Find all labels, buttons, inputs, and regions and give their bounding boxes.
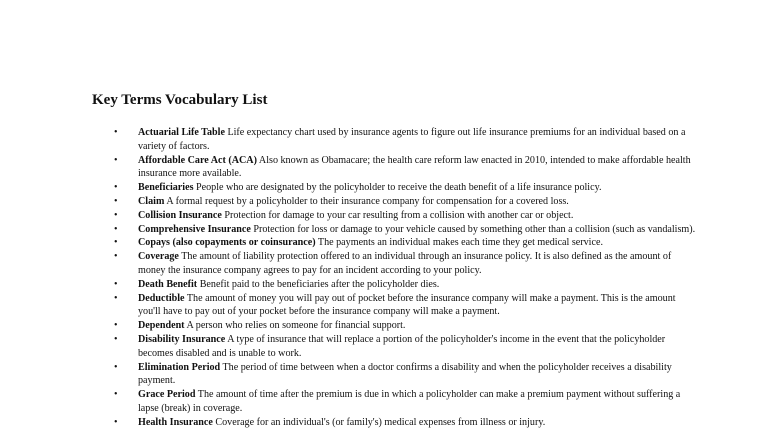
list-item: [138, 195, 698, 209]
term-definition: The payments an individual makes each time they get medical service.: [317, 237, 603, 249]
list-item: [138, 333, 698, 361]
term-definition: The amount of liability protection offered to an individual through an insurance policy. It is also defined as the amount of money the insurance company agrees to pay for an incident according to your policy.: [138, 251, 672, 276]
list-item: [138, 361, 698, 389]
term-definition: The period of time between when a doctor confirms a disability and when the policyholder receives a disability payment.: [138, 361, 672, 387]
term-definition: Protection for loss or damage to your vehicle caused by something other than a collision (such as vandalism).: [253, 223, 696, 235]
term-name: Claim: [138, 195, 165, 207]
term-definition: Also known as Obamacare; the health care reform law enacted in 2010, intended to make affordable health insurance more available.: [138, 154, 691, 180]
term-name: Elimination Period: [138, 361, 221, 373]
term-definition: The amount of money you will pay out of pocket before the insurance company will make a payment. This is the amount you'll have to pay out of your pocket before the insurance company will make a payment.: [138, 292, 676, 318]
term-definition: Benefit paid to the beneficiaries after the policyholder dies.: [199, 278, 440, 290]
term-name: Dependent: [138, 320, 185, 332]
term-name: Death Benefit: [138, 278, 198, 290]
term-definition: People who are designated by the policyholder to receive the death benefit of a life insurance policy.: [196, 182, 602, 194]
term-name: Affordable Care Act (ACA): [138, 154, 257, 166]
list-item: [138, 126, 698, 154]
term-name: Health Insurance: [138, 416, 213, 428]
term-name: Collision Insurance: [138, 209, 222, 221]
page-title: Key Terms Vocabulary List: [92, 92, 268, 108]
list-item: [138, 278, 698, 292]
list-item: [138, 319, 698, 333]
term-name: Comprehensive Insurance: [138, 223, 251, 235]
term-definition: The amount of time after the premium is due in which a policyholder can make a premium payment without suffering a lapse (break) in coverage.: [138, 389, 681, 414]
term-definition: Coverage for an individual's (or family's) medical expenses from illness or injury.: [215, 416, 546, 428]
list-item: [138, 209, 698, 223]
term-name: Copays (also copayments or coinsurance): [138, 237, 316, 249]
list-item: [138, 388, 698, 416]
list-item: [138, 416, 698, 430]
list-item: [138, 154, 698, 182]
list-item: [138, 223, 698, 237]
list-item: [138, 250, 698, 278]
list-item: [138, 181, 698, 195]
term-name: Beneficiaries: [138, 182, 194, 194]
term-name: Grace Period: [138, 389, 196, 401]
list-item: [138, 292, 698, 320]
term-definition: A formal request by a policyholder to their insurance company for compensation for a covered loss.: [166, 195, 569, 207]
term-name: Disability Insurance: [138, 333, 226, 345]
term-name: Deductible: [138, 292, 185, 304]
term-definition: Protection for damage to your car resulting from a collision with another car or object.: [224, 209, 574, 221]
list-item: [138, 236, 698, 250]
term-definition: A type of insurance that will replace a portion of the policyholder's income in the event that the policyholder becomes disabled and is unable to work.: [138, 333, 666, 359]
term-name: Coverage: [138, 251, 179, 263]
term-definition: A person who relies on someone for financial support.: [186, 320, 406, 332]
term-definition: Life expectancy chart used by insurance agents to figure out life insurance premiums for an individual based on a variety of factors.: [138, 127, 686, 152]
term-name: Actuarial Life Table: [138, 127, 225, 138]
vocabulary-list: [138, 126, 698, 430]
